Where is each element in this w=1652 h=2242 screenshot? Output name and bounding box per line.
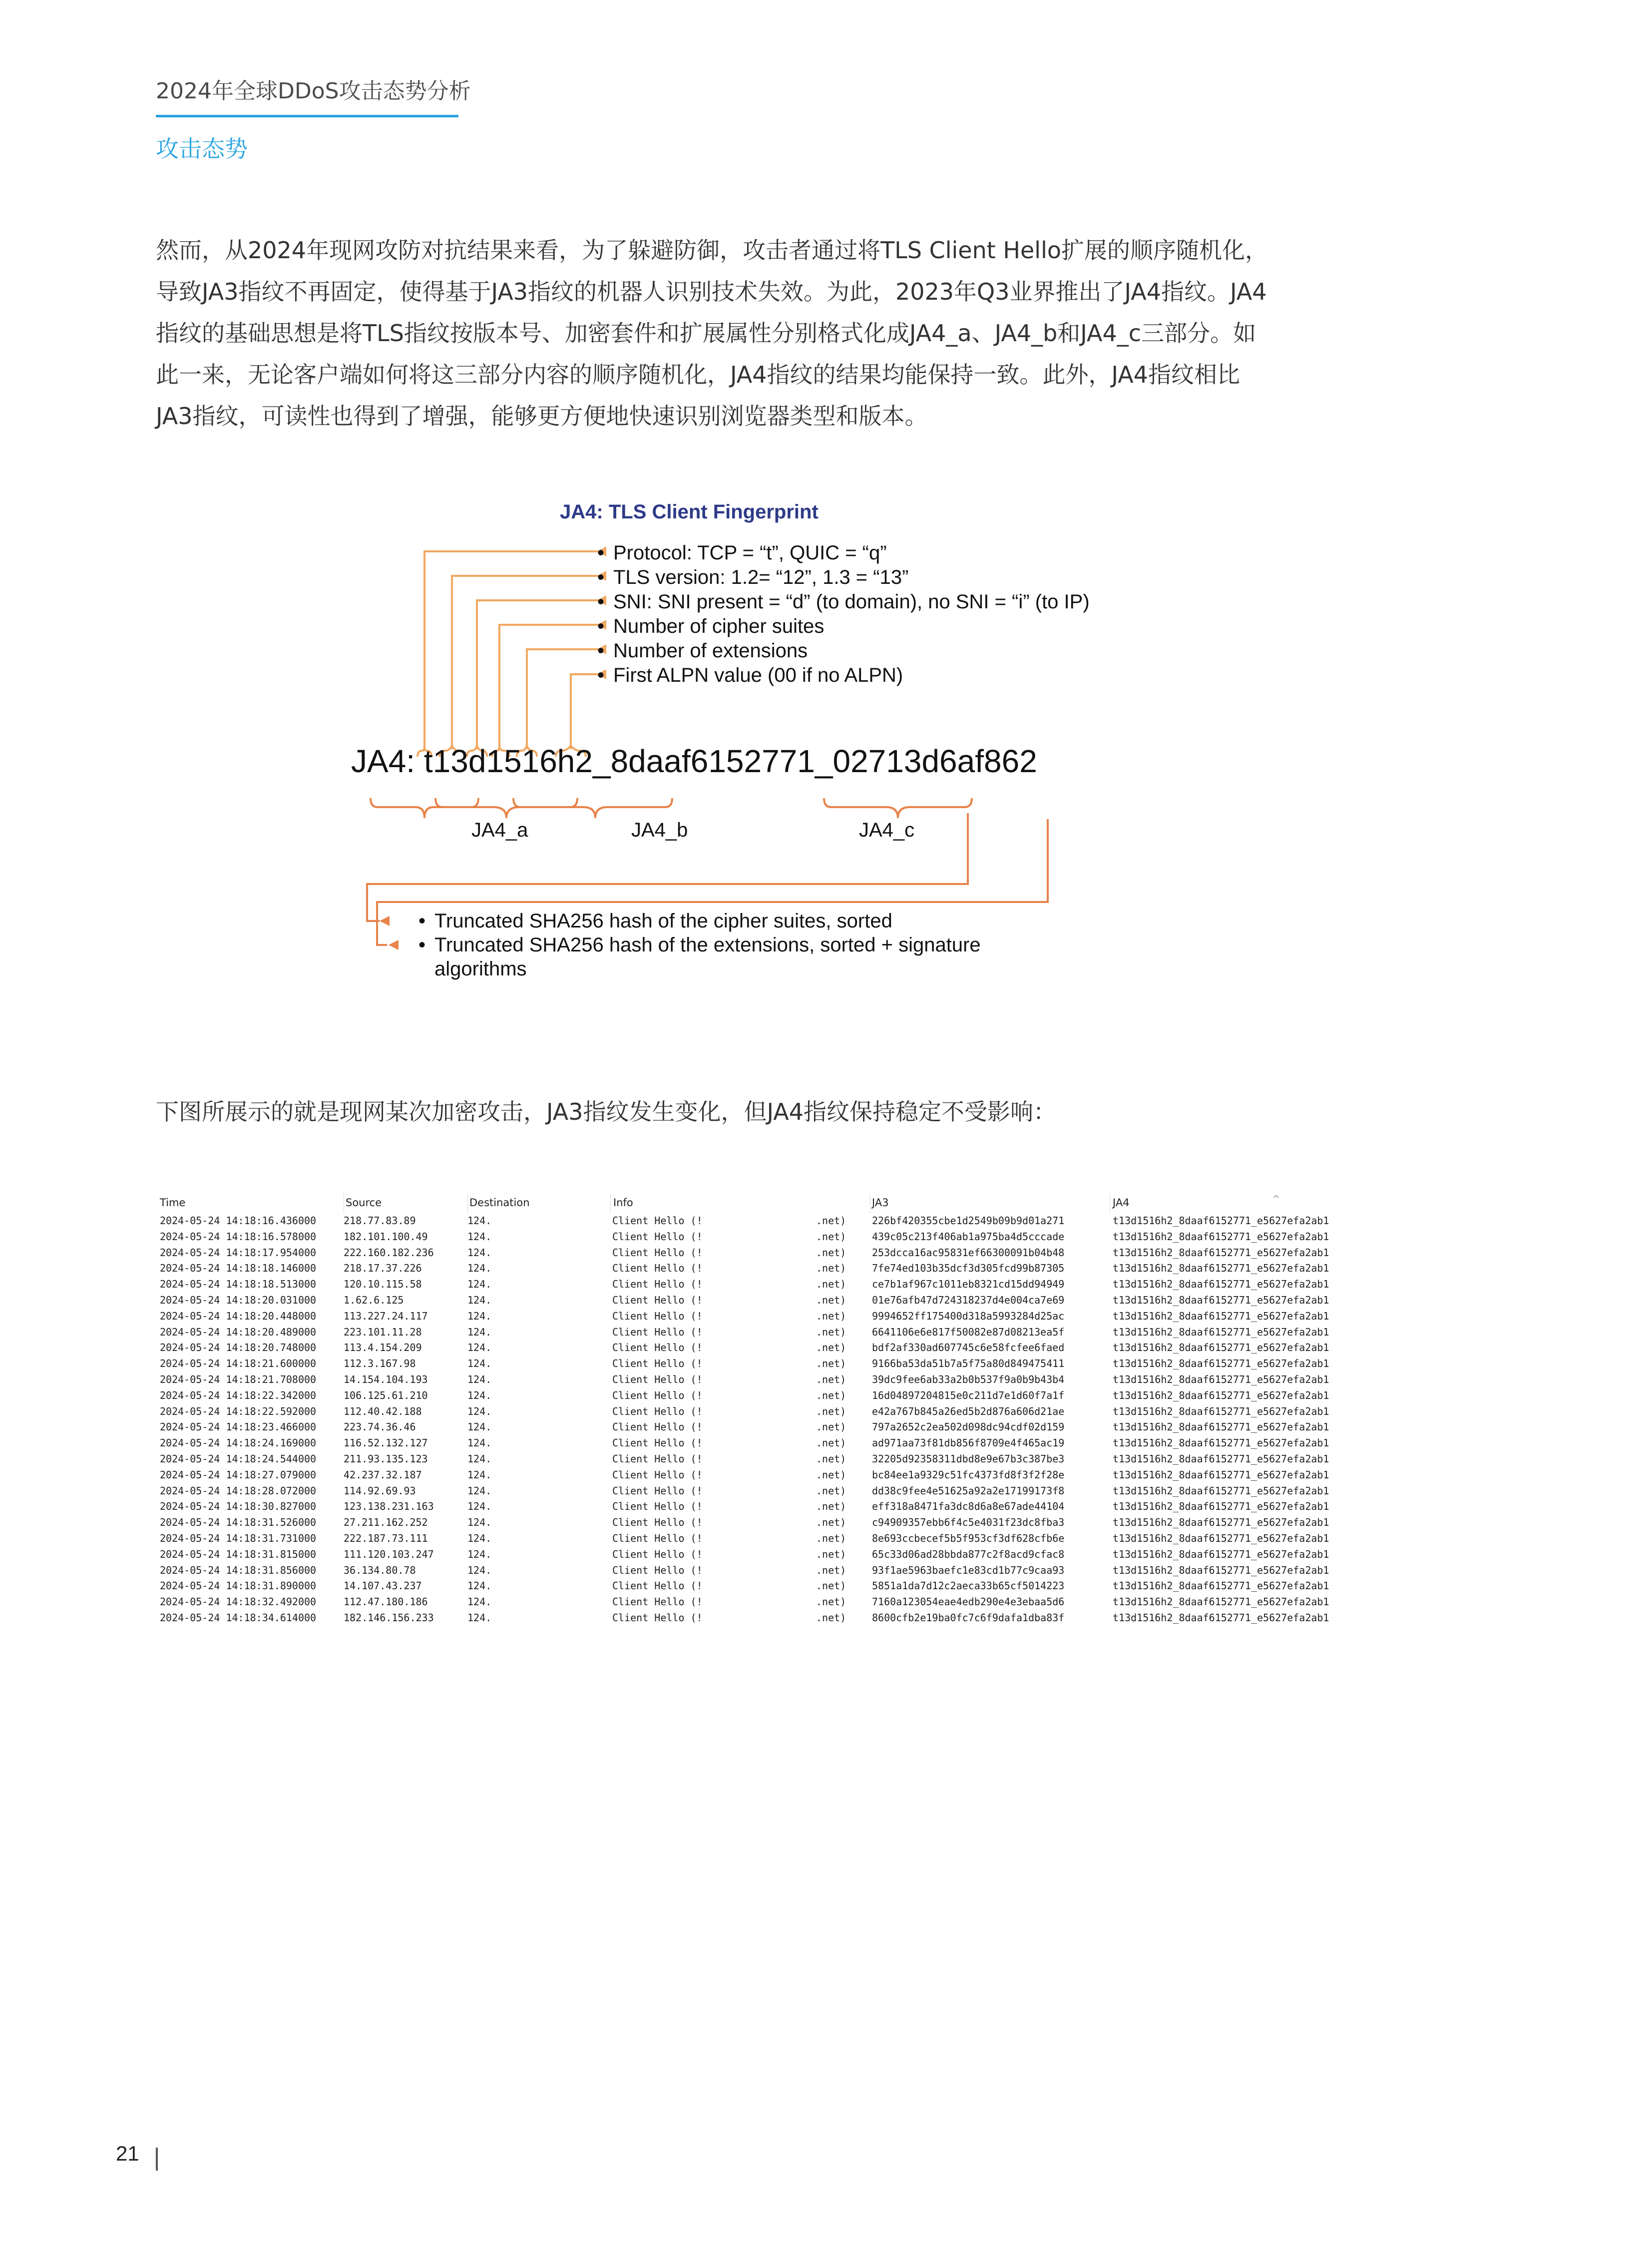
cell-ja3: 5851a1da7d12c2aeca33b65cf5014223: [872, 1580, 1065, 1592]
cell-time: 2024-05-24 14:18:23.466000: [160, 1421, 317, 1433]
cell-ja4: t13d1516h2_8daaf6152771_e5627efa2ab1: [1113, 1516, 1329, 1529]
cell-time: 2024-05-24 14:18:31.890000: [160, 1580, 317, 1592]
cell-info: Client Hello (!: [612, 1564, 703, 1576]
cell-time: 2024-05-24 14:18:16.578000: [160, 1230, 317, 1243]
page-number: 21: [116, 2142, 139, 2165]
cell-ja4: t13d1516h2_8daaf6152771_e5627efa2ab1: [1113, 1373, 1329, 1385]
cell-info-tail: .net): [816, 1246, 846, 1259]
cell-destination: 124.: [467, 1389, 492, 1401]
cell-destination: 124.: [467, 1437, 492, 1449]
cell-info-tail: .net): [816, 1278, 846, 1291]
cell-source: 112.3.167.98: [344, 1357, 416, 1370]
cell-info: Client Hello (!: [612, 1596, 703, 1608]
cell-source: 222.160.182.236: [344, 1246, 434, 1259]
cell-info: Client Hello (!: [612, 1389, 703, 1401]
cell-time: 2024-05-24 14:18:16.436000: [160, 1215, 317, 1227]
cell-source: 113.227.24.117: [344, 1310, 428, 1322]
cell-info-tail: .net): [816, 1453, 846, 1465]
cell-info: Client Hello (!: [612, 1342, 703, 1354]
cell-source: 218.77.83.89: [344, 1215, 416, 1227]
label-ja4-c: JA4_c: [859, 819, 915, 841]
document-title: 2024年全球DDoS攻击态势分析: [156, 78, 471, 104]
cell-info-tail: .net): [816, 1548, 846, 1560]
cell-ja4: t13d1516h2_8daaf6152771_e5627efa2ab1: [1113, 1294, 1329, 1306]
cell-ja3: c94909357ebb6f4c5e4031f23dc8fba3: [872, 1516, 1065, 1529]
cell-time: 2024-05-24 14:18:18.513000: [160, 1278, 317, 1291]
cell-source: 42.237.32.187: [344, 1468, 422, 1481]
cell-ja4: t13d1516h2_8daaf6152771_e5627efa2ab1: [1113, 1437, 1329, 1449]
cell-ja4: t13d1516h2_8daaf6152771_e5627efa2ab1: [1113, 1564, 1329, 1576]
cell-time: 2024-05-24 14:18:34.614000: [160, 1612, 317, 1624]
ja4-fingerprint-diagram: [0, 0, 1652, 1049]
section-title: 攻击态势: [156, 135, 248, 162]
cell-time: 2024-05-24 14:18:31.856000: [160, 1564, 317, 1576]
cell-info: Client Hello (!: [612, 1580, 703, 1592]
cell-time: 2024-05-24 14:18:24.169000: [160, 1437, 317, 1449]
cell-destination: 124.: [467, 1564, 492, 1576]
cell-ja3: 9166ba53da51b7a5f75a80d849475411: [872, 1357, 1065, 1370]
cell-time: 2024-05-24 14:18:32.492000: [160, 1596, 317, 1608]
cell-source: 112.40.42.188: [344, 1405, 422, 1417]
cell-info: Client Hello (!: [612, 1484, 703, 1497]
cell-info: Client Hello (!: [612, 1437, 703, 1449]
cell-time: 2024-05-24 14:18:30.827000: [160, 1500, 317, 1513]
cell-ja4: t13d1516h2_8daaf6152771_e5627efa2ab1: [1113, 1468, 1329, 1481]
cell-ja4: t13d1516h2_8daaf6152771_e5627efa2ab1: [1113, 1389, 1329, 1401]
cell-ja4: t13d1516h2_8daaf6152771_e5627efa2ab1: [1113, 1580, 1329, 1592]
cell-ja3: 9994652ff175400d318a5993284d25ac: [872, 1310, 1065, 1322]
cell-source: 211.93.135.123: [344, 1453, 428, 1465]
cell-destination: 124.: [467, 1596, 492, 1608]
column-separator[interactable]: [467, 1194, 468, 1214]
cell-ja4: t13d1516h2_8daaf6152771_e5627efa2ab1: [1113, 1342, 1329, 1354]
cell-destination: 124.: [467, 1580, 492, 1592]
cell-source: 14.107.43.237: [344, 1580, 422, 1592]
cell-ja3: ad971aa73f81db856f8709e4f465ac19: [872, 1437, 1065, 1449]
cell-ja3: 8600cfb2e19ba0fc7c6f9dafa1dba83f: [872, 1612, 1065, 1624]
cell-info: Client Hello (!: [612, 1516, 703, 1529]
column-header-time[interactable]: Time: [160, 1197, 186, 1209]
cell-destination: 124.: [467, 1342, 492, 1354]
cell-destination: 124.: [467, 1278, 492, 1291]
cell-ja3: 32205d92358311dbd8e9e67b3c387be3: [872, 1453, 1065, 1465]
cell-info-tail: .net): [816, 1437, 846, 1449]
cell-ja3: bc84ee1a9329c51fc4373fd8f3f2f28e: [872, 1468, 1065, 1481]
bullet-extension-hash: • Truncated SHA256 hash of the extensions, sorted + signature: [434, 933, 981, 957]
cell-info-tail: .net): [816, 1262, 846, 1275]
cell-info-tail: .net): [816, 1405, 846, 1417]
cell-ja3: 253dcca16ac95831ef66300091b04b48: [872, 1246, 1065, 1259]
cell-ja3: 65c33d06ad28bbda877c2f8acd9cfac8: [872, 1548, 1065, 1560]
paragraph-line: 此一来，无论客户端如何将这三部分内容的顺序随机化，JA4指纹的结果均能保持一致。此外，JA4指纹相比: [156, 361, 1240, 388]
column-header-info[interactable]: Info: [613, 1197, 633, 1209]
cell-time: 2024-05-24 14:18:31.731000: [160, 1532, 317, 1544]
cell-info-tail: .net): [816, 1294, 846, 1306]
label-ja4-a: JA4_a: [471, 819, 528, 841]
label-ja4-b: JA4_b: [631, 819, 688, 841]
cell-source: 113.4.154.209: [344, 1342, 422, 1354]
paragraph-line: 导致JA3指纹不再固定，使得基于JA3指纹的机器人识别技术失效。为此，2023年Q3业界推出了JA4指纹。JA4: [156, 278, 1267, 305]
cell-info-tail: .net): [816, 1326, 846, 1338]
cell-info: Client Hello (!: [612, 1310, 703, 1322]
cell-destination: 124.: [467, 1310, 492, 1322]
cell-destination: 124.: [467, 1294, 492, 1306]
cell-ja3: bdf2af330ad607745c6e58fcfee6faed: [872, 1342, 1065, 1354]
cell-info: Client Hello (!: [612, 1230, 703, 1243]
cell-info: Client Hello (!: [612, 1532, 703, 1544]
cell-source: 182.101.100.49: [344, 1230, 428, 1243]
cell-ja4: t13d1516h2_8daaf6152771_e5627efa2ab1: [1113, 1548, 1329, 1560]
cell-ja3: 01e76afb47d724318237d4e004ca7e69: [872, 1294, 1065, 1306]
cell-destination: 124.: [467, 1262, 492, 1275]
cell-destination: 124.: [467, 1230, 492, 1243]
table-caption: 下图所展示的就是现网某次加密攻击，JA3指纹发生变化，但JA4指纹保持稳定不受影响：: [156, 1098, 1056, 1125]
cell-ja4: t13d1516h2_8daaf6152771_e5627efa2ab1: [1113, 1484, 1329, 1497]
cell-time: 2024-05-24 14:18:20.489000: [160, 1326, 317, 1338]
cell-source: 218.17.37.226: [344, 1262, 422, 1275]
cell-destination: 124.: [467, 1612, 492, 1624]
cell-ja3: 439c05c213f406ab1a975ba4d5cccade: [872, 1230, 1065, 1243]
cell-time: 2024-05-24 14:18:22.342000: [160, 1389, 317, 1401]
paragraph-line: JA3指纹，可读性也得到了增强，能够更方便地快速识别浏览器类型和版本。: [156, 403, 928, 430]
cell-ja3: 16d04897204815e0c211d7e1d60f7a1f: [872, 1389, 1065, 1401]
cell-info-tail: .net): [816, 1421, 846, 1433]
cell-info: Client Hello (!: [612, 1548, 703, 1560]
cell-ja3: dd38c9fee4e51625a92a2e17199173f8: [872, 1484, 1065, 1497]
cell-destination: 124.: [467, 1357, 492, 1370]
cell-info-tail: .net): [816, 1357, 846, 1370]
cell-info: Client Hello (!: [612, 1405, 703, 1417]
bullet-protocol: • Protocol: TCP = “t”, QUIC = “q”: [613, 542, 887, 564]
cell-source: 123.138.231.163: [344, 1500, 434, 1513]
cell-info-tail: .net): [816, 1484, 846, 1497]
cell-ja3: 226bf420355cbe1d2549b09b9d01a271: [872, 1215, 1065, 1227]
cell-info: Client Hello (!: [612, 1421, 703, 1433]
cell-time: 2024-05-24 14:18:20.031000: [160, 1294, 317, 1306]
cell-info: Client Hello (!: [612, 1262, 703, 1275]
cell-info-tail: .net): [816, 1500, 846, 1513]
cell-info: Client Hello (!: [612, 1500, 703, 1513]
cell-ja4: t13d1516h2_8daaf6152771_e5627efa2ab1: [1113, 1278, 1329, 1291]
cell-info-tail: .net): [816, 1373, 846, 1385]
cell-info: Client Hello (!: [612, 1278, 703, 1291]
cell-destination: 124.: [467, 1421, 492, 1433]
diagram-connector-lines: [0, 0, 1652, 1049]
cell-destination: 124.: [467, 1246, 492, 1259]
bullet-extension-count: • Number of extensions: [613, 640, 808, 662]
cell-info-tail: .net): [816, 1389, 846, 1401]
bullet-tls-version: • TLS version: 1.2= “12”, 1.3 = “13”: [613, 566, 908, 589]
cell-ja4: t13d1516h2_8daaf6152771_e5627efa2ab1: [1113, 1405, 1329, 1417]
cell-source: 27.211.162.252: [344, 1516, 428, 1529]
cell-ja3: 6641106e6e817f50082e87d08213ea5f: [872, 1326, 1065, 1338]
cell-info: Client Hello (!: [612, 1246, 703, 1259]
cell-destination: 124.: [467, 1468, 492, 1481]
column-header-source[interactable]: Source: [346, 1197, 382, 1209]
cell-info-tail: .net): [816, 1342, 846, 1354]
cell-ja3: 39dc9fee6ab33a2b0b537f9a0b9b43b4: [872, 1373, 1065, 1385]
cell-source: 111.120.103.247: [344, 1548, 434, 1560]
bullet-extension-hash-cont: algorithms: [434, 958, 527, 980]
cell-ja4: t13d1516h2_8daaf6152771_e5627efa2ab1: [1113, 1612, 1329, 1624]
cell-destination: 124.: [467, 1532, 492, 1544]
paragraph-line: 然而，从2024年现网攻防对抗结果来看，为了躲避防御，攻击者通过将TLS Client Hello扩展的顺序随机化，: [156, 237, 1268, 264]
cell-time: 2024-05-24 14:18:20.748000: [160, 1342, 317, 1354]
bullet-sni: • SNI: SNI present = “d” (to domain), no SNI = “i” (to IP): [613, 591, 1090, 613]
cell-source: 14.154.104.193: [344, 1373, 428, 1385]
cell-destination: 124.: [467, 1405, 492, 1417]
cell-ja3: eff318a8471fa3dc8d6a8e67ade44104: [872, 1500, 1065, 1513]
cell-source: 222.187.73.111: [344, 1532, 428, 1544]
cell-destination: 124.: [467, 1516, 492, 1529]
cell-source: 120.10.115.58: [344, 1278, 422, 1291]
column-header-destination[interactable]: Destination: [469, 1197, 530, 1209]
cell-time: 2024-05-24 14:18:27.079000: [160, 1468, 317, 1481]
cell-info-tail: .net): [816, 1468, 846, 1481]
column-header-ja3[interactable]: JA3: [872, 1197, 889, 1209]
cell-info: Client Hello (!: [612, 1468, 703, 1481]
bullet-alpn: • First ALPN value (00 if no ALPN): [613, 664, 903, 687]
cell-info-tail: .net): [816, 1230, 846, 1243]
cell-info-tail: .net): [816, 1532, 846, 1544]
cell-info-tail: .net): [816, 1612, 846, 1624]
cell-time: 2024-05-24 14:18:21.600000: [160, 1357, 317, 1370]
cell-ja4: t13d1516h2_8daaf6152771_e5627efa2ab1: [1113, 1230, 1329, 1243]
cell-source: 112.47.180.186: [344, 1596, 428, 1608]
cell-destination: 124.: [467, 1548, 492, 1560]
cell-info-tail: .net): [816, 1580, 846, 1592]
cell-destination: 124.: [467, 1484, 492, 1497]
cell-ja3: ce7b1af967c1011eb8321cd15dd94949: [872, 1278, 1065, 1291]
bullet-cipher-count: • Number of cipher suites: [613, 615, 824, 638]
column-separator[interactable]: [610, 1194, 611, 1214]
cell-source: 182.146.156.233: [344, 1612, 434, 1624]
cell-time: 2024-05-24 14:18:21.708000: [160, 1373, 317, 1385]
cell-info-tail: .net): [816, 1596, 846, 1608]
cell-info: Client Hello (!: [612, 1612, 703, 1624]
cell-destination: 124.: [467, 1326, 492, 1338]
cell-ja4: t13d1516h2_8daaf6152771_e5627efa2ab1: [1113, 1357, 1329, 1370]
cell-ja4: t13d1516h2_8daaf6152771_e5627efa2ab1: [1113, 1532, 1329, 1544]
cell-info: Client Hello (!: [612, 1215, 703, 1227]
cell-destination: 124.: [467, 1500, 492, 1513]
cell-source: 1.62.6.125: [344, 1294, 404, 1306]
cell-ja4: t13d1516h2_8daaf6152771_e5627efa2ab1: [1113, 1246, 1329, 1259]
cell-time: 2024-05-24 14:18:28.072000: [160, 1484, 317, 1497]
cell-info-tail: .net): [816, 1215, 846, 1227]
cell-ja4: t13d1516h2_8daaf6152771_e5627efa2ab1: [1113, 1421, 1329, 1433]
page-number-divider: [156, 2148, 158, 2171]
cell-ja3: 797a2652c2ea502d098dc94cdf02d159: [872, 1421, 1065, 1433]
cell-ja4: t13d1516h2_8daaf6152771_e5627efa2ab1: [1113, 1500, 1329, 1513]
column-header-ja4[interactable]: JA4: [1113, 1197, 1130, 1209]
cell-source: 223.74.36.46: [344, 1421, 416, 1433]
cell-ja4: t13d1516h2_8daaf6152771_e5627efa2ab1: [1113, 1453, 1329, 1465]
cell-ja4: t13d1516h2_8daaf6152771_e5627efa2ab1: [1113, 1310, 1329, 1322]
cell-ja3: e42a767b845a26ed5b2d876a606d21ae: [872, 1405, 1065, 1417]
cell-destination: 124.: [467, 1373, 492, 1385]
scroll-up-icon[interactable]: ^: [1272, 1194, 1280, 1204]
cell-time: 2024-05-24 14:18:31.815000: [160, 1548, 317, 1560]
cell-destination: 124.: [467, 1453, 492, 1465]
cell-source: 114.92.69.93: [344, 1484, 416, 1497]
cell-source: 116.52.132.127: [344, 1437, 428, 1449]
cell-ja4: t13d1516h2_8daaf6152771_e5627efa2ab1: [1113, 1596, 1329, 1608]
cell-ja3: 7160a123054eae4edb290e4e3ebaa5d6: [872, 1596, 1065, 1608]
ja4-fingerprint-string: JA4: t13d1516h2_8daaf6152771_02713d6af862: [351, 743, 1037, 779]
cell-info: Client Hello (!: [612, 1294, 703, 1306]
cell-source: 106.125.61.210: [344, 1389, 428, 1401]
cell-time: 2024-05-24 14:18:31.526000: [160, 1516, 317, 1529]
cell-time: 2024-05-24 14:18:22.592000: [160, 1405, 317, 1417]
cell-ja4: t13d1516h2_8daaf6152771_e5627efa2ab1: [1113, 1215, 1329, 1227]
cell-info-tail: .net): [816, 1310, 846, 1322]
cell-ja3: 8e693ccbecef5b5f953cf3df628cfb6e: [872, 1532, 1065, 1544]
cell-time: 2024-05-24 14:18:18.146000: [160, 1262, 317, 1275]
cell-ja4: t13d1516h2_8daaf6152771_e5627efa2ab1: [1113, 1262, 1329, 1275]
cell-ja4: t13d1516h2_8daaf6152771_e5627efa2ab1: [1113, 1326, 1329, 1338]
cell-ja3: 7fe74ed103b35dcf3d305fcd99b87305: [872, 1262, 1065, 1275]
cell-source: 223.101.11.28: [344, 1326, 422, 1338]
cell-info: Client Hello (!: [612, 1373, 703, 1385]
cell-info: Client Hello (!: [612, 1453, 703, 1465]
cell-time: 2024-05-24 14:18:17.954000: [160, 1246, 317, 1259]
cell-time: 2024-05-24 14:18:24.544000: [160, 1453, 317, 1465]
bullet-cipher-hash: • Truncated SHA256 hash of the cipher suites, sorted: [434, 909, 892, 933]
cell-destination: 124.: [467, 1215, 492, 1227]
figure-title: JA4: TLS Client Fingerprint: [560, 501, 819, 523]
cell-ja3: 93f1ae5963baefc1e83cd1b77c9caa93: [872, 1564, 1065, 1576]
cell-info: Client Hello (!: [612, 1357, 703, 1370]
cell-info-tail: .net): [816, 1564, 846, 1576]
cell-time: 2024-05-24 14:18:20.448000: [160, 1310, 317, 1322]
cell-info-tail: .net): [816, 1516, 846, 1529]
cell-source: 36.134.80.78: [344, 1564, 416, 1576]
paragraph-line: 指纹的基础思想是将TLS指纹按版本号、加密套件和扩展属性分别格式化成JA4_a、JA4_b和JA4_c三部分。如: [156, 320, 1256, 347]
cell-info: Client Hello (!: [612, 1326, 703, 1338]
